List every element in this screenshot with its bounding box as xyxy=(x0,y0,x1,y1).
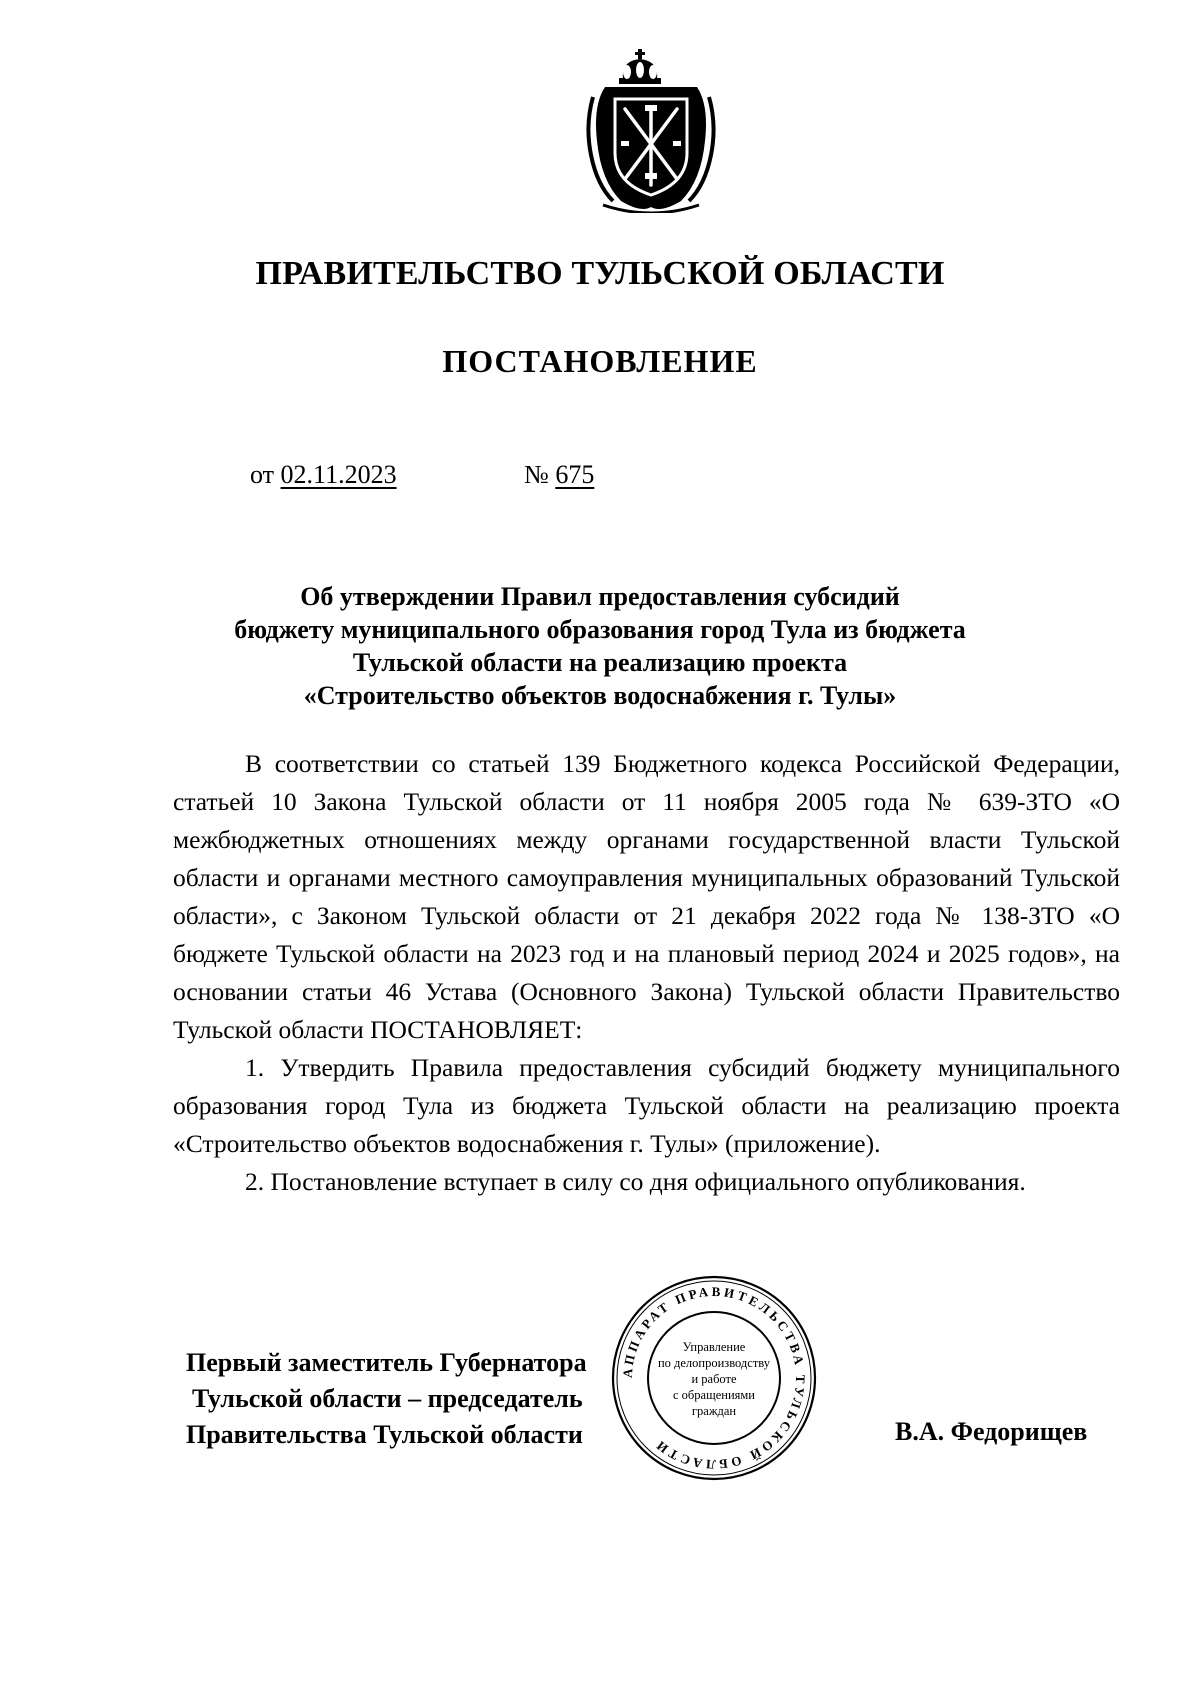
document-type-heading: ПОСТАНОВЛЕНИЕ xyxy=(442,343,758,379)
stamp-inner-line: с обращениями xyxy=(673,1388,755,1402)
signer-position xyxy=(186,1345,587,1453)
body-paragraph: В соответствии со статьей 139 Бюджетного кодекса Российской Федерации, статьей 10 Закона Тульской области от 11 ноября 2005 года № 639-ЗТО «О межбюджетных отношениях между органами государственной власти Тульской области и органами местного самоуправления муниципальных образований Тульской области», с Законом Тульской области от 21 декабря 2022 года № 138-ЗТО «О бюджете Тульской области на 2023 год и на плановый период 2024 и 2025 годов», на основании статьи 46 Устава (Основного Закона) Тульской области Правительство Тульской области ПОСТАНОВЛЯЕТ: xyxy=(173,749,1120,1044)
document-date-line xyxy=(250,460,397,490)
date-prefix: от xyxy=(250,460,275,489)
stamp-inner-line: Управление xyxy=(682,1340,746,1354)
body-paragraph: 2. Постановление вступает в силу со дня официального опубликования. xyxy=(245,1167,1026,1196)
title-line: бюджету муниципального образования город Тула из бюджета xyxy=(234,615,966,644)
signer-name: В.А. Федорищев xyxy=(895,1417,1088,1446)
document-number-line xyxy=(524,460,594,490)
title-line: «Строительство объектов водоснабжения г. Тулы» xyxy=(303,681,897,710)
body-paragraph: 1. Утвердить Правила предоставления субсидий бюджету муниципального образования город Тула из бюджета Тульской области на реализацию проекта «Строительство объектов водоснабжения г. Тулы» (приложение). xyxy=(173,1053,1120,1158)
title-line: Об утверждении Правил предоставления субсидий xyxy=(300,582,900,611)
signer-position-line: Правительства Тульской области xyxy=(186,1420,583,1449)
tula-coat-of-arms-icon xyxy=(583,45,719,213)
official-stamp xyxy=(608,1272,820,1484)
signer-position-line: Первый заместитель Губернатора xyxy=(186,1348,587,1377)
stamp-inner-line: граждан xyxy=(691,1404,737,1418)
title-line: Тульской области на реализацию проекта xyxy=(352,648,848,677)
organization-heading: ПРАВИТЕЛЬСТВО ТУЛЬСКОЙ ОБЛАСТИ xyxy=(255,255,945,292)
signer-position-line: Тульской области – председатель xyxy=(192,1384,583,1413)
stamp-inner-line: и работе xyxy=(691,1372,737,1386)
document-body xyxy=(173,745,1120,1201)
stamp-ring-text: АППАРАТ ПРАВИТЕЛЬСТВА ТУЛЬСКОЙ ОБЛАСТИ xyxy=(619,1283,809,1473)
number-prefix: № xyxy=(524,460,549,489)
document-number: 675 xyxy=(555,460,595,489)
document-date: 02.11.2023 xyxy=(280,460,397,489)
stamp-inner-line: по делопроизводству xyxy=(657,1356,771,1370)
document-title xyxy=(160,580,1040,712)
